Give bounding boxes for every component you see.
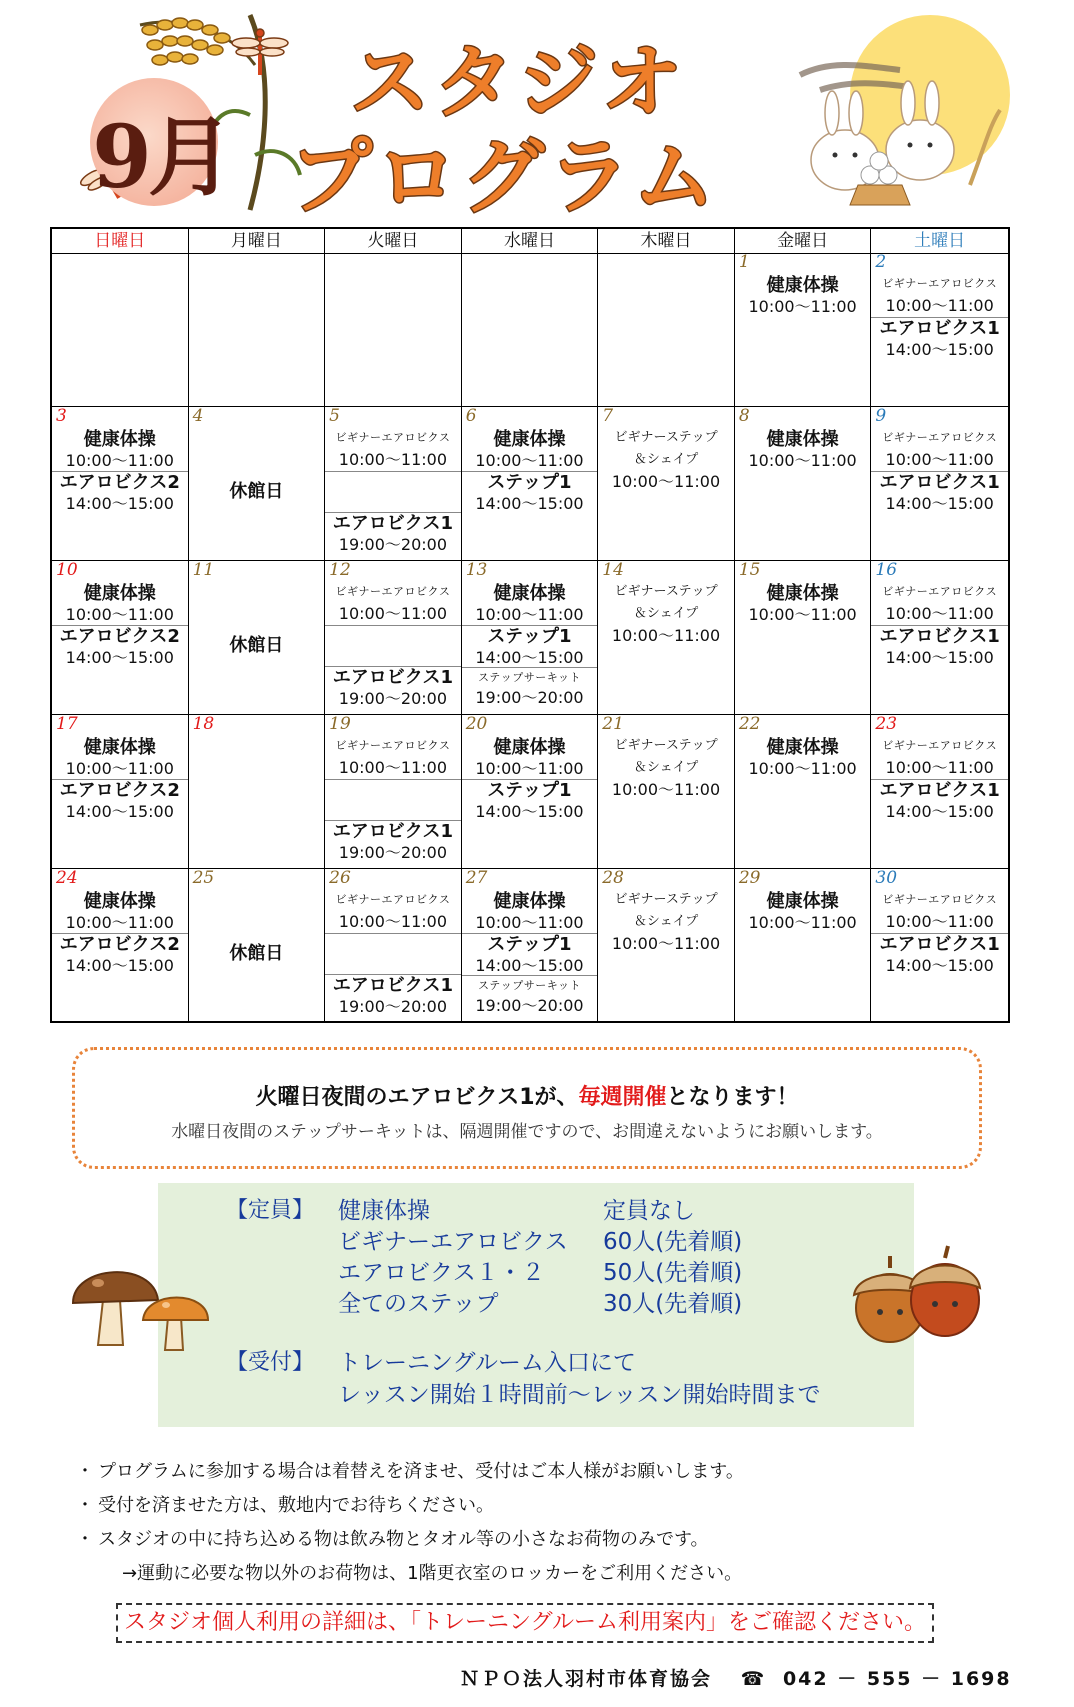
class-name: ビギナーエアロビクス — [882, 893, 998, 906]
class-time: 10:00～11:00 — [475, 451, 584, 470]
title-line2: プログラム — [290, 130, 720, 225]
class-kenko — [735, 583, 871, 625]
class-name: ステップ1 — [487, 472, 572, 493]
day-cell-empty — [189, 253, 326, 406]
notice-box — [72, 1047, 982, 1169]
class-time: 14:00～15:00 — [475, 494, 584, 513]
day-cell-29 — [735, 869, 872, 1021]
class-name: 健康体操 — [83, 737, 156, 758]
class-beginner-aero — [325, 427, 461, 470]
class-time: 14:00～15:00 — [475, 802, 584, 821]
class-time: 10:00～11:00 — [748, 451, 857, 470]
day-number: 22 — [738, 714, 761, 734]
day-number: 3 — [56, 406, 67, 426]
class-kenko — [462, 429, 598, 471]
class-time: 14:00～15:00 — [885, 648, 994, 667]
class-time: 10:00～11:00 — [748, 759, 857, 778]
day-cell-empty — [598, 253, 735, 406]
day-number: 1 — [738, 252, 750, 272]
day-cell-15 — [735, 561, 872, 714]
class-kenko — [52, 891, 188, 933]
capacity-name: 全てのステップ — [338, 1291, 499, 1317]
reception-time: レッスン開始１時間前～レッスン開始時間まで — [338, 1382, 821, 1408]
capacity-name: ビギナーエアロビクス — [338, 1229, 568, 1255]
title-line1: スタジオ — [350, 36, 686, 129]
class-aero1 — [871, 317, 1008, 360]
class-kenko — [735, 275, 871, 317]
day-cell-14 — [598, 561, 735, 714]
weekday-thu: 木曜日 — [598, 229, 735, 253]
class-name: ビギナーエアロビクス — [335, 585, 451, 598]
class-name: エアロビクス2 — [59, 472, 180, 493]
weekday-tue: 火曜日 — [325, 229, 462, 253]
program-calendar — [50, 227, 1010, 1023]
day-cell-4 — [189, 407, 326, 560]
day-cell-12 — [325, 561, 462, 714]
class-name: エアロビクス1 — [332, 821, 454, 842]
class-time: 10:00～11:00 — [65, 451, 174, 470]
class-time: 10:00～11:00 — [748, 913, 857, 932]
class-name: ビギナーエアロビクス — [882, 431, 998, 444]
class-name: エアロビクス1 — [332, 513, 454, 534]
class-time: 14:00～15:00 — [65, 802, 174, 821]
class-name: エアロビクス1 — [879, 934, 1000, 955]
day-cell-26 — [325, 869, 462, 1021]
class-aero1-evening — [325, 974, 461, 1017]
rule-item — [76, 1489, 996, 1523]
slot-empty — [325, 471, 461, 512]
class-name: 健康体操 — [493, 737, 566, 758]
day-cell-3 — [52, 407, 189, 560]
class-time: 10:00～11:00 — [885, 912, 994, 931]
class-time: 14:00～15:00 — [885, 340, 994, 359]
class-step1 — [462, 933, 598, 976]
slot-empty — [325, 933, 461, 974]
class-name: ビギナーステップ — [614, 738, 718, 753]
day-number: 21 — [602, 714, 624, 734]
class-time: 14:00～15:00 — [885, 956, 994, 975]
day-number: 20 — [465, 714, 488, 734]
day-cell-30 — [871, 869, 1008, 1021]
capacity-name: 健康体操 — [338, 1198, 430, 1224]
class-name: 健康体操 — [493, 891, 566, 912]
class-time: 14:00～15:00 — [65, 956, 174, 975]
day-number: 30 — [875, 868, 898, 888]
class-beginner-step — [598, 889, 734, 954]
day-number: 23 — [875, 714, 898, 734]
capacity-value: 30人(先着順) — [603, 1291, 743, 1317]
week-row-4 — [52, 715, 1008, 869]
week-row-2 — [52, 407, 1008, 561]
slot-empty — [325, 779, 461, 820]
class-time: 10:00～11:00 — [611, 626, 721, 645]
bullet: ・ — [76, 1529, 94, 1550]
day-number: 8 — [738, 406, 750, 426]
class-time: 10:00～11:00 — [475, 605, 584, 624]
day-cell-16 — [871, 561, 1008, 714]
day-cell-empty — [52, 253, 189, 406]
phone-icon: ☎ — [740, 1668, 767, 1690]
class-time: 14:00～15:00 — [475, 648, 584, 667]
class-name: 健康体操 — [83, 429, 156, 450]
class-aero2 — [52, 933, 188, 976]
class-name: エアロビクス2 — [59, 626, 180, 647]
class-beginner-aero — [871, 581, 1008, 624]
class-aero1 — [871, 933, 1008, 976]
class-time: 19:00～20:00 — [338, 689, 448, 708]
bullet: ・ — [76, 1461, 94, 1482]
class-name: 健康体操 — [766, 737, 839, 758]
class-time: 10:00～11:00 — [611, 780, 721, 799]
class-name: ステップ1 — [487, 934, 572, 955]
class-name: エアロビクス1 — [879, 472, 1000, 493]
capacity-name: エアロビクス１・２ — [338, 1260, 545, 1286]
class-name: ステップサーキット — [477, 979, 581, 992]
day-cell-21 — [598, 715, 735, 868]
notice-headline — [75, 1080, 979, 1111]
class-name: ビギナーステップ — [614, 584, 718, 599]
class-name-sub: ＆シェイプ — [633, 606, 699, 621]
class-time: 10:00～11:00 — [338, 450, 448, 469]
day-cell-22 — [735, 715, 872, 868]
class-time: 14:00～15:00 — [885, 802, 994, 821]
weekday-header — [52, 229, 1008, 254]
class-name: ステップ1 — [487, 626, 572, 647]
class-time: 10:00～11:00 — [338, 758, 448, 777]
class-beginner-aero — [325, 735, 461, 778]
day-cell-10 — [52, 561, 189, 714]
class-name: エアロビクス1 — [879, 626, 1000, 647]
rule-text: プログラムに参加する場合は着替えを済ませ、受付はご本人様がお願いします。 — [98, 1461, 744, 1482]
class-beginner-aero — [871, 427, 1008, 470]
month-label: 9月 — [92, 107, 230, 208]
class-beginner-step — [598, 581, 734, 646]
day-cell-24 — [52, 869, 189, 1021]
class-name: ビギナーエアロビクス — [335, 431, 451, 444]
class-time: 19:00～20:00 — [475, 996, 584, 1015]
class-time: 19:00～20:00 — [338, 535, 448, 554]
class-kenko — [52, 583, 188, 625]
class-name: エアロビクス1 — [879, 780, 1000, 801]
class-name-sub: ＆シェイプ — [633, 452, 699, 467]
class-time: 10:00～11:00 — [748, 605, 857, 624]
day-number: 7 — [602, 406, 614, 426]
day-number: 26 — [329, 868, 351, 888]
class-name: ビギナーエアロビクス — [335, 893, 451, 906]
class-name: 健康体操 — [83, 891, 156, 912]
class-name: 健康体操 — [493, 583, 566, 604]
class-time: 10:00～11:00 — [748, 297, 857, 316]
class-beginner-aero — [871, 735, 1008, 778]
studio-usage-banner: スタジオ個人利用の詳細は、「トレーニングルーム利用案内」をご確認ください。 — [116, 1603, 934, 1643]
class-aero1-evening — [325, 820, 461, 863]
rule-item — [76, 1455, 996, 1489]
day-cell-1 — [735, 253, 872, 406]
class-time: 19:00～20:00 — [338, 843, 448, 862]
class-name: 健康体操 — [766, 275, 839, 296]
weekday-sun: 日曜日 — [52, 229, 189, 253]
class-aero2 — [52, 471, 188, 514]
notice-text-b: となります！ — [666, 1085, 799, 1110]
class-beginner-aero — [325, 581, 461, 624]
class-step1 — [462, 471, 598, 514]
day-number: 6 — [465, 406, 477, 426]
day-cell-8 — [735, 407, 872, 560]
notice-text-a: 火曜日夜間のエアロビクス1が、 — [255, 1085, 579, 1110]
class-time: 19:00～20:00 — [338, 997, 448, 1016]
class-step1 — [462, 779, 598, 822]
day-cell-20 — [462, 715, 599, 868]
class-time: 10:00～11:00 — [338, 912, 448, 931]
day-cell-28 — [598, 869, 735, 1021]
day-number: 15 — [738, 560, 761, 580]
bullet: ・ — [76, 1495, 94, 1516]
class-time: 10:00～11:00 — [65, 759, 174, 778]
rules-list — [76, 1455, 996, 1591]
class-name: ビギナーステップ — [614, 430, 718, 445]
class-name: ステップ1 — [487, 780, 572, 801]
day-cell-empty — [325, 253, 462, 406]
day-number: 17 — [56, 714, 78, 734]
org-name: ＮＰＯ法人羽村市体育協会 — [460, 1668, 713, 1690]
day-number: 5 — [329, 406, 340, 426]
class-kenko — [462, 583, 598, 625]
week-row-3 — [52, 561, 1008, 715]
moon-rabbits-illustration — [790, 15, 1020, 215]
class-beginner-step — [598, 735, 734, 800]
class-kenko — [735, 891, 871, 933]
weekday-fri: 金曜日 — [735, 229, 872, 253]
day-number: 18 — [192, 714, 215, 734]
class-aero1 — [871, 471, 1008, 514]
day-number: 14 — [602, 560, 624, 580]
day-number: 24 — [56, 868, 78, 888]
day-number: 10 — [56, 560, 78, 580]
day-number: 25 — [192, 868, 215, 888]
day-number: 19 — [329, 714, 351, 734]
day-number: 4 — [192, 406, 204, 426]
class-name: エアロビクス1 — [332, 667, 454, 688]
reception-label: 【受付】 — [226, 1350, 315, 1375]
day-cell-13 — [462, 561, 599, 714]
day-number: 29 — [738, 868, 761, 888]
class-name: エアロビクス1 — [879, 318, 1000, 339]
notice-subtext: 水曜日夜間のステップサーキットは、隔週開催ですので、お間違えないようにお願いします。 — [171, 1122, 883, 1142]
class-kenko — [52, 429, 188, 471]
capacity-box — [158, 1183, 914, 1427]
day-number: 11 — [192, 560, 215, 580]
closed-label: 休館日 — [229, 943, 284, 964]
class-aero2 — [52, 625, 188, 668]
class-time: 14:00～15:00 — [65, 648, 174, 667]
class-time: 19:00～20:00 — [475, 688, 584, 707]
class-name: ビギナーエアロビクス — [882, 585, 998, 598]
class-name: エアロビクス2 — [59, 934, 180, 955]
class-name: ステップサーキット — [477, 671, 581, 684]
weekday-sat: 土曜日 — [914, 231, 966, 251]
class-beginner-aero — [871, 273, 1008, 316]
class-kenko — [52, 737, 188, 779]
day-number: 13 — [465, 560, 488, 580]
class-name: 健康体操 — [493, 429, 566, 450]
day-number: 16 — [875, 560, 898, 580]
weekday-wed: 水曜日 — [462, 229, 599, 253]
day-cell-18 — [189, 715, 326, 868]
day-cell-7 — [598, 407, 735, 560]
rule-item-sub: →運動に必要な物以外のお荷物は、1階更衣室のロッカーをご利用ください。 — [122, 1563, 743, 1584]
capacity-value: 定員なし — [603, 1198, 695, 1224]
capacity-label: 【定員】 — [226, 1198, 315, 1223]
class-time: 10:00～11:00 — [885, 296, 994, 315]
class-time: 10:00～11:00 — [611, 472, 721, 491]
class-aero1-evening — [325, 666, 461, 709]
class-name: ビギナーエアロビクス — [882, 277, 998, 290]
acorns-illustration — [840, 1240, 990, 1350]
class-kenko — [735, 737, 871, 779]
class-step1 — [462, 625, 598, 668]
notice-emphasis: 毎週開催 — [578, 1085, 667, 1110]
class-name: ビギナーステップ — [614, 892, 718, 907]
class-aero1 — [871, 625, 1008, 668]
slot-empty — [325, 625, 461, 666]
day-number: 27 — [465, 868, 488, 888]
day-cell-6 — [462, 407, 599, 560]
header — [0, 0, 1074, 225]
rule-item — [76, 1523, 996, 1557]
class-kenko — [462, 737, 598, 779]
class-beginner-step — [598, 427, 734, 492]
weekday-mon: 月曜日 — [189, 229, 326, 253]
day-cell-empty — [462, 253, 599, 406]
class-name: 健康体操 — [766, 429, 839, 450]
class-aero1-evening — [325, 512, 461, 555]
rule-text: 受付を済ませた方は、敷地内でお待ちください。 — [98, 1495, 494, 1516]
day-cell-25 — [189, 869, 326, 1021]
class-name-sub: ＆シェイプ — [633, 914, 699, 929]
mushrooms-illustration — [68, 1245, 218, 1355]
class-name: エアロビクス1 — [332, 975, 454, 996]
day-number: 9 — [875, 406, 887, 426]
class-beginner-aero — [325, 889, 461, 932]
class-time: 10:00～11:00 — [65, 913, 174, 932]
week-row-5 — [52, 869, 1008, 1021]
capacity-value: 50人(先着順) — [603, 1260, 743, 1286]
day-cell-5 — [325, 407, 462, 560]
day-cell-23 — [871, 715, 1008, 868]
day-number: 2 — [875, 252, 887, 272]
class-kenko — [462, 891, 598, 933]
footer — [460, 1664, 1012, 1691]
rule-text: スタジオの中に持ち込める物は飲み物とタオル等の小さなお荷物のみです。 — [98, 1529, 709, 1550]
class-step-circuit — [462, 975, 598, 1016]
day-number: 28 — [602, 868, 624, 888]
class-name: 健康体操 — [83, 583, 156, 604]
class-kenko — [735, 429, 871, 471]
reception-place: トレーニングルーム入口にて — [338, 1350, 636, 1376]
phone-number: 042 － 555 － 1698 — [782, 1668, 1012, 1690]
class-time: 10:00～11:00 — [885, 604, 994, 623]
day-number: 12 — [329, 560, 351, 580]
day-cell-27 — [462, 869, 599, 1021]
class-name: 健康体操 — [766, 583, 839, 604]
day-cell-17 — [52, 715, 189, 868]
class-time: 10:00～11:00 — [475, 913, 584, 932]
class-time: 10:00～11:00 — [65, 605, 174, 624]
class-name: 健康体操 — [766, 891, 839, 912]
class-time: 14:00～15:00 — [885, 494, 994, 513]
closed-label: 休館日 — [229, 635, 284, 656]
class-aero1 — [871, 779, 1008, 822]
class-time: 14:00～15:00 — [65, 494, 174, 513]
class-time: 10:00～11:00 — [338, 604, 448, 623]
class-name: ビギナーエアロビクス — [882, 739, 998, 752]
class-step-circuit — [462, 667, 598, 708]
day-cell-9 — [871, 407, 1008, 560]
class-name: ビギナーエアロビクス — [335, 739, 451, 752]
capacity-value: 60人(先着順) — [603, 1229, 743, 1255]
week-row-1 — [52, 253, 1008, 407]
day-cell-11 — [189, 561, 326, 714]
day-cell-19 — [325, 715, 462, 868]
class-name: エアロビクス2 — [59, 780, 180, 801]
class-time: 10:00～11:00 — [885, 758, 994, 777]
class-time: 10:00～11:00 — [885, 450, 994, 469]
class-name-sub: ＆シェイプ — [633, 760, 699, 775]
class-time: 14:00～15:00 — [475, 956, 584, 975]
class-beginner-aero — [871, 889, 1008, 932]
class-time: 10:00～11:00 — [475, 759, 584, 778]
class-aero2 — [52, 779, 188, 822]
day-cell-2 — [871, 253, 1008, 406]
class-time: 10:00～11:00 — [611, 934, 721, 953]
closed-label: 休館日 — [229, 481, 284, 502]
